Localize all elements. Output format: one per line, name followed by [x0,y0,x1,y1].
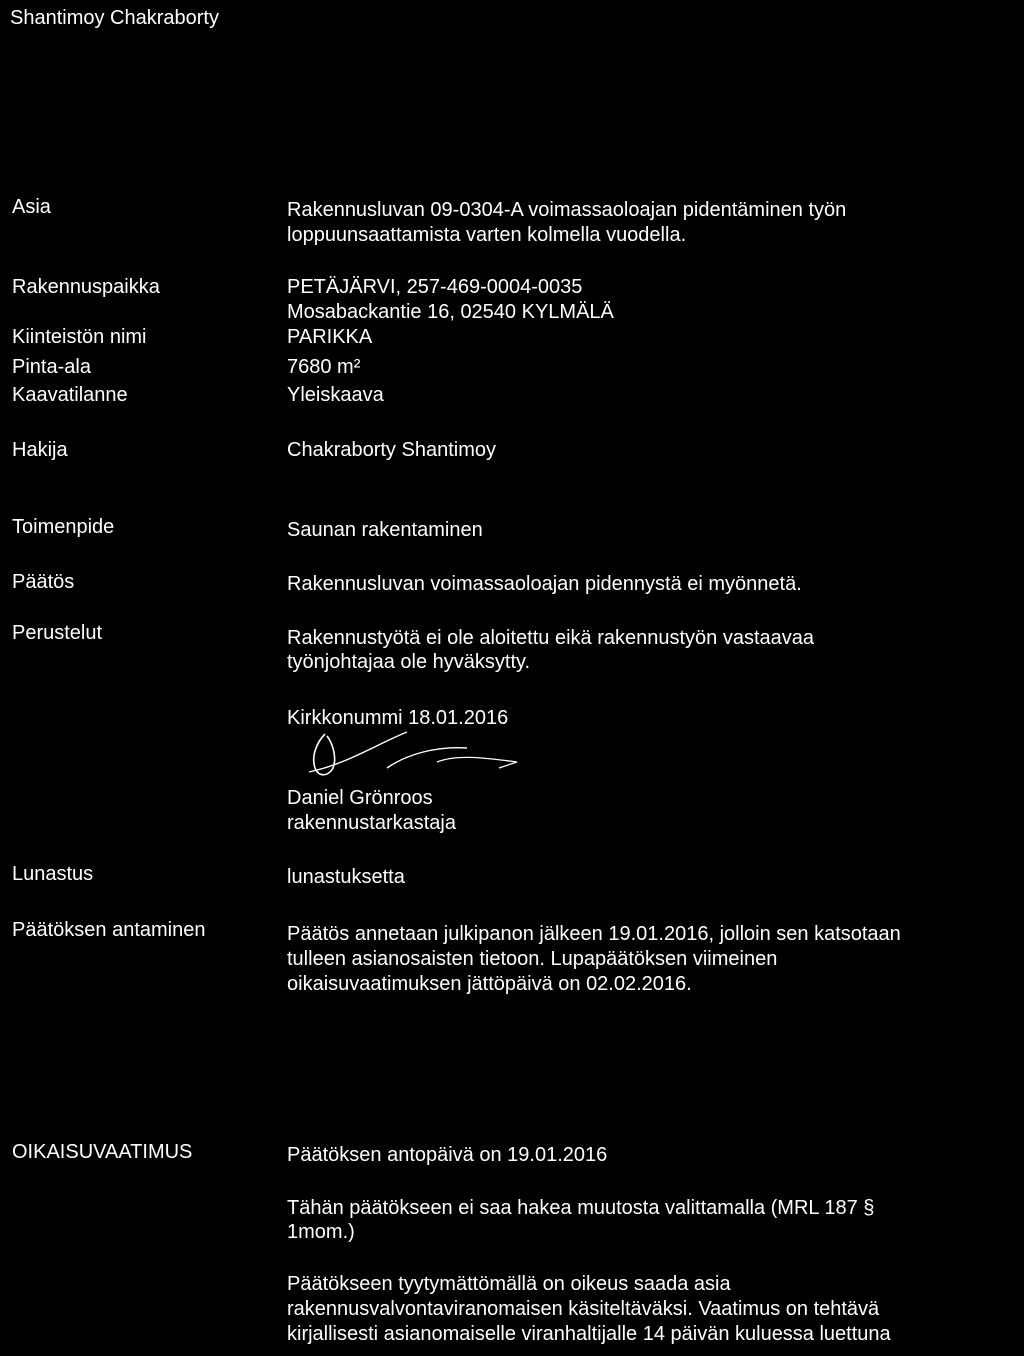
value-antaminen-line1: Päätös annetaan julkipanon jälkeen 19.01.2016, jolloin sen katsotaan [287,923,901,945]
signature-scribble-icon [287,724,587,784]
label-kiinteiston-nimi: Kiinteistön nimi [12,326,147,348]
label-paatoksen-antaminen: Päätöksen antaminen [12,919,206,941]
value-asia-line2: loppuunsaattamista varten kolmella vuodella. [287,224,687,246]
document-author: Shantimoy Chakraborty [10,7,219,29]
value-antaminen-line3: oikaisuvaatimuksen jättöpäivä on 02.02.2016. [287,973,692,995]
value-oikaisu-p2-line3: kirjallisesti asianomaiselle viranhaltijalle 14 päivän kuluessa luettuna [287,1323,891,1345]
value-paatos: Rakennusluvan voimassaoloajan pidennystä ei myönnetä. [287,573,802,595]
label-perustelut: Perustelut [12,622,103,644]
value-rakennuspaikka-line1: PETÄJÄRVI, 257-469-0004-0035 [287,276,583,298]
value-asia-line1: Rakennusluvan 09-0304-A voimassaoloajan pidentäminen työn [287,199,847,221]
value-perustelut-line1: Rakennustyötä ei ole aloitettu eikä rakennustyön vastaavaa [287,627,815,649]
value-perustelut-line2: työnjohtajaa ole hyväksytty. [287,651,531,673]
value-lunastus: lunastuksetta [287,866,405,888]
label-asia: Asia [12,196,51,218]
value-oikaisu-p1-line2: 1mom.) [287,1221,355,1243]
handwritten-signature [287,724,587,784]
value-pinta-ala: 7680 m² [287,356,361,378]
label-rakennuspaikka: Rakennuspaikka [12,276,160,298]
value-hakija: Chakraborty Shantimoy [287,439,496,461]
value-oikaisu-p2-line1: Päätökseen tyytymättömällä on oikeus saada asia [287,1273,731,1295]
value-toimenpide: Saunan rakentaminen [287,519,483,541]
label-hakija: Hakija [12,439,68,461]
value-oikaisu-p2-line2: rakennusvalvontaviranomaisen käsiteltäväksi. Vaatimus on tehtävä [287,1298,880,1320]
signature-place-date: Kirkkonummi 18.01.2016 [287,707,509,729]
label-kaavatilanne: Kaavatilanne [12,384,128,406]
label-lunastus: Lunastus [12,863,94,885]
value-oikaisu-p1-line1: Tähän päätökseen ei saa hakea muutosta valittamalla (MRL 187 § [287,1197,875,1219]
signatory-name: Daniel Grönroos [287,787,433,809]
signatory-title: rakennustarkastaja [287,812,456,834]
value-kiinteiston-nimi: PARIKKA [287,326,373,348]
value-antopaiva: Päätöksen antopäivä on 19.01.2016 [287,1144,608,1166]
value-antaminen-line2: tulleen asianosaisten tietoon. Lupapäätöksen viimeinen [287,948,778,970]
label-toimenpide: Toimenpide [12,516,115,538]
label-paatos: Päätös [12,571,75,593]
label-oikaisuvaatimus: OIKAISUVAATIMUS [12,1141,193,1163]
value-kaavatilanne: Yleiskaava [287,384,384,406]
label-pinta-ala: Pinta-ala [12,356,91,378]
value-rakennuspaikka-line2: Mosabackantie 16, 02540 KYLMÄLÄ [287,301,614,323]
